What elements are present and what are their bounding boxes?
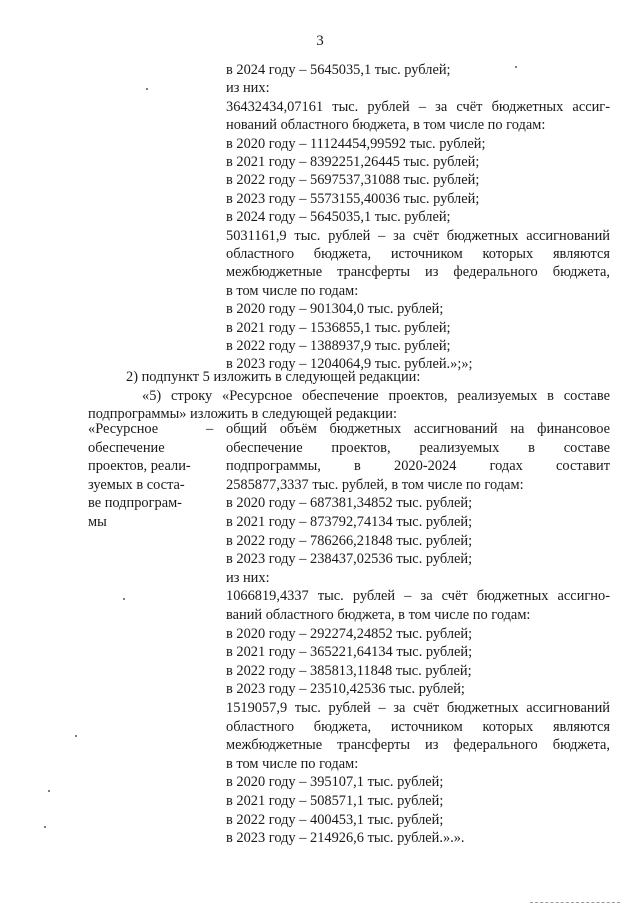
footer-dash-line xyxy=(530,902,620,903)
text-line: 36432434,07161 тыс. рублей – за счёт бюджетных ассиг- xyxy=(226,98,610,115)
text-line: в 2020 году – 11124454,99592 тыс. рублей; xyxy=(226,135,486,152)
text-line: областного бюджета, источником которых являются xyxy=(226,718,610,735)
text-line: 1066819,4337 тыс. рублей – за счёт бюджетных ассигно- xyxy=(226,588,610,605)
scan-speck xyxy=(146,88,148,90)
label-line: «Ресурсное xyxy=(88,421,159,437)
text-line: в 2020 году – 292274,24852 тыс. рублей; xyxy=(226,625,473,642)
label-dash: – xyxy=(206,421,214,437)
text-line: в том числе по годам: xyxy=(226,282,359,299)
label-line: обеспечение xyxy=(88,439,165,456)
text-line: в 2023 году – 1204064,9 тыс. рублей.»;»; xyxy=(226,356,473,373)
text-line: из них: xyxy=(226,80,270,97)
scan-speck xyxy=(123,598,125,600)
label-line: проектов, реали- xyxy=(88,458,191,475)
scan-speck xyxy=(48,790,50,792)
text-line: в 2021 году – 873792,74134 тыс. рублей; xyxy=(226,514,473,530)
text-line: 1519057,9 тыс. рублей – за счёт бюджетных ассигнований xyxy=(226,700,610,716)
text-line: в 2022 году – 385813,11848 тыс. рублей; xyxy=(226,662,472,679)
text-line: межбюджетные трансферты из федерального бюджета, xyxy=(226,264,610,281)
text-line: в 2023 году – 23510,42536 тыс. рублей; xyxy=(226,681,465,698)
scan-speck xyxy=(515,66,517,68)
text-line: 5031161,9 тыс. рублей – за счёт бюджетных ассигнований xyxy=(226,227,610,244)
text-line: обеспечение проектов, реализуемых в составе xyxy=(226,439,610,456)
text-line: в 2021 году – 508571,1 тыс. рублей; xyxy=(226,793,444,809)
paragraph-row-line-2: подпрограммы» изложить в следующей редакции: xyxy=(88,406,397,422)
text-line: в 2021 году – 8392251,26445 тыс. рублей; xyxy=(226,154,480,170)
text-line: в том числе по годам: xyxy=(226,755,359,772)
text-line: в 2021 году – 365221,64134 тыс. рублей; xyxy=(226,644,473,661)
label-line: ве подпрограм- xyxy=(88,495,182,512)
text-line: в 2021 году – 1536855,1 тыс. рублей; xyxy=(226,319,451,336)
text-line: в 2024 году – 5645035,1 тыс. рублей; xyxy=(226,209,451,226)
text-line: в 2024 году – 5645035,1 тыс. рублей; xyxy=(226,62,451,78)
text-line: в 2022 году – 786266,21848 тыс. рублей; xyxy=(226,532,473,549)
scan-speck xyxy=(44,826,46,828)
text-line: 2585877,3337 тыс. рублей, в том числе по годам: xyxy=(226,476,524,493)
text-line: в 2023 году – 238437,02536 тыс. рублей; xyxy=(226,551,473,568)
text-line: в 2022 году – 1388937,9 тыс. рублей; xyxy=(226,338,451,354)
label-line: мы xyxy=(88,514,107,530)
text-line: в 2020 году – 901304,0 тыс. рублей; xyxy=(226,301,444,318)
text-line: областного бюджета, источником которых являются xyxy=(226,246,610,262)
scan-speck xyxy=(75,735,77,737)
paragraph-row-line-1: «5) строку «Ресурсное обеспечение проектов, реализуемых в составе xyxy=(142,388,610,404)
text-line: в 2022 году – 5697537,31088 тыс. рублей; xyxy=(226,172,480,189)
text-line: в 2022 году – 400453,1 тыс. рублей; xyxy=(226,811,444,828)
text-line: общий объём бюджетных ассигнований на финансовое xyxy=(226,421,610,437)
paragraph-subpoint: 2) подпункт 5 изложить в следующей редакции: xyxy=(126,369,421,385)
text-line: в 2020 году – 395107,1 тыс. рублей; xyxy=(226,774,444,791)
text-line: межбюджетные трансферты из федерального бюджета, xyxy=(226,737,610,754)
text-line: в 2023 году – 214926,6 тыс. рублей.».». xyxy=(226,830,465,847)
text-line: в 2020 году – 687381,34852 тыс. рублей; xyxy=(226,495,473,512)
text-line: из них: xyxy=(226,569,270,586)
text-line: в 2023 году – 5573155,40036 тыс. рублей; xyxy=(226,190,480,207)
text-line: подпрограммы, в 2020-2024 годах составит xyxy=(226,458,610,475)
label-line: зуемых в соста- xyxy=(88,476,185,493)
page-number: 3 xyxy=(316,33,324,49)
text-line: ваний областного бюджета, в том числе по годам: xyxy=(226,607,531,623)
text-line: нований областного бюджета, в том числе по годам: xyxy=(226,117,546,134)
